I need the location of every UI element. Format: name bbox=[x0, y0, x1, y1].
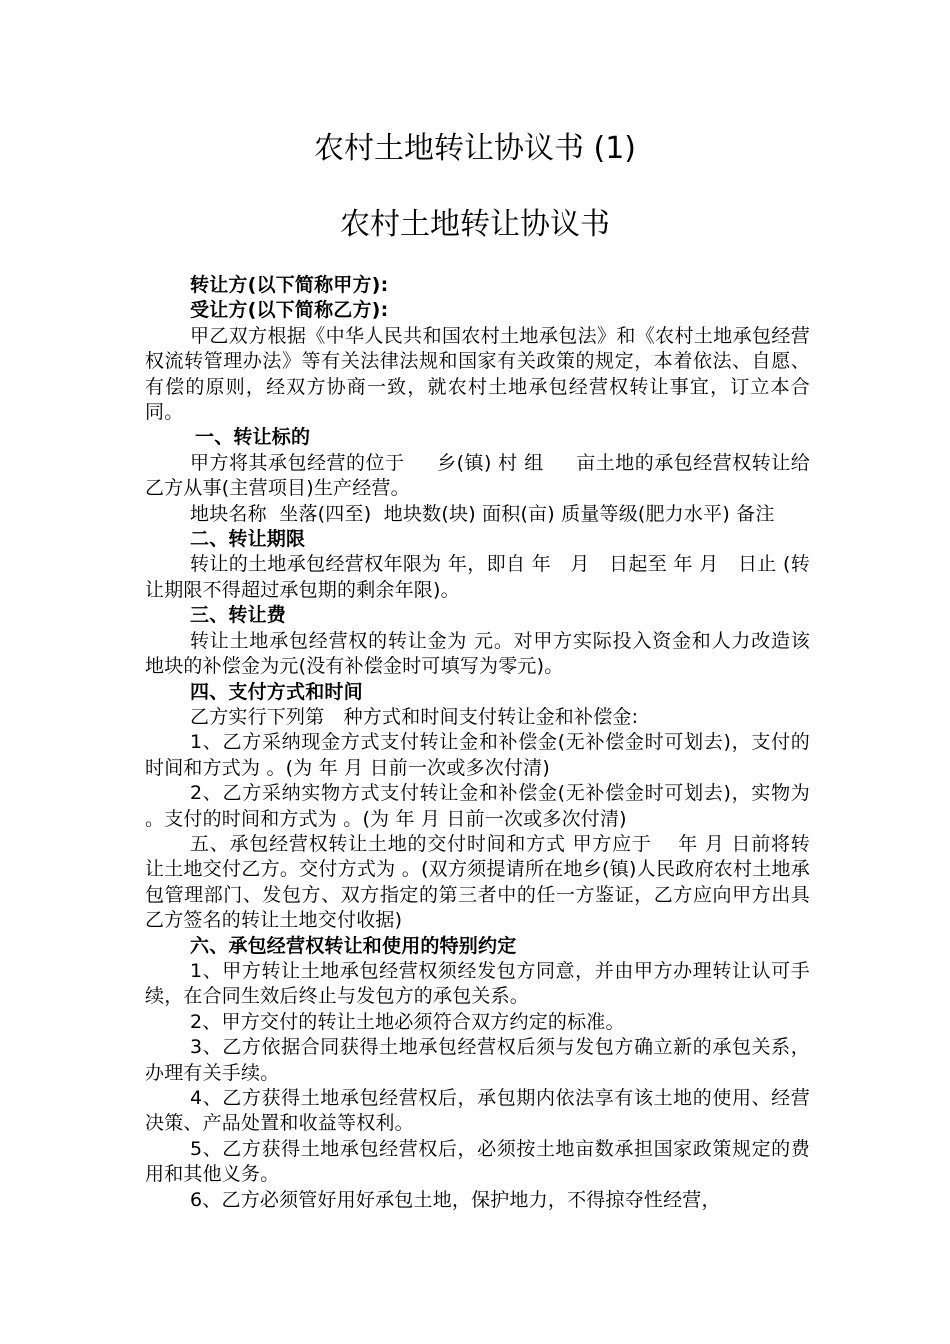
paragraph: 乙方实行下列第 种方式和时间支付转让金和补偿金: bbox=[190, 705, 639, 728]
document-body bbox=[145, 273, 817, 1213]
paragraph: 甲乙双方根据《中华人民共和国农村土地承包法》和《农村土地承包经营权流转管理办法》等有关法律法规和国家有关政策的规定，本着依法、自愿、有偿的原则，经双方协商一致，就农村土地承包经营权转让事宜，订立本合同。 bbox=[145, 324, 810, 424]
paragraph: 甲方将其承包经营的位于 乡(镇) 村 组 亩土地的承包经营权转让给乙方从事(主营项目)生产经营。 bbox=[145, 451, 810, 500]
paragraph: 1、甲方转让土地承包经营权须经发包方同意，并由甲方办理转让认可手续，在合同生效后终止与发包方的承包关系。 bbox=[145, 959, 810, 1008]
section-heading: 六、承包经营权转让和使用的特别约定 bbox=[190, 934, 517, 957]
section-heading: 受让方(以下简称乙方): bbox=[190, 299, 389, 322]
paragraph: 3、乙方依据合同获得土地承包经营权后须与发包方确立新的承包关系，办理有关手续。 bbox=[145, 1036, 810, 1084]
section-heading: 转让方(以下简称甲方): bbox=[190, 274, 389, 296]
paragraph: 五、承包经营权转让土地的交付时间和方式 甲方应于 年 月 日前将转让土地交付乙方。交付方式为 。(双方须提请所在地乡(镇)人民政府农村土地承包管理部门、发包方、双方指定的第三者中的任一方鉴证，乙方应向甲方出具乙方签名的转让土地交付收据) bbox=[145, 832, 810, 932]
paragraph: 2、乙方采纳实物方式支付转让金和补偿金(无补偿金时可划去)，实物为 。支付的时间和方式为 。(为 年 月 日前一次或多次付清) bbox=[145, 782, 817, 830]
section-heading: 四、支付方式和时间 bbox=[190, 680, 363, 703]
paragraph: 地块名称 坐落(四至) 地块数(块) 面积(亩) 质量等级(肥力水平) 备注 bbox=[190, 502, 775, 525]
page-title: 农村土地转让协议书 (1) bbox=[313, 131, 637, 166]
paragraph: 2、甲方交付的转让土地必须符合双方约定的标准。 bbox=[190, 1010, 625, 1033]
paragraph: 5、乙方获得土地承包经营权后，必须按土地亩数承担国家政策规定的费用和其他义务。 bbox=[145, 1137, 810, 1186]
section-heading: 一、转让标的 bbox=[195, 426, 311, 449]
section-heading: 二、转让期限 bbox=[190, 528, 306, 551]
section-heading: 三、转让费 bbox=[190, 604, 287, 627]
paragraph: 转让的土地承包经营权年限为 年，即自 年 月 日起至 年 月 日止 (转让期限不得超过承包期的剩余年限)。 bbox=[145, 553, 810, 601]
paragraph: 6、乙方必须管好用好承包土地，保护地力，不得掠夺性经营， bbox=[190, 1188, 721, 1211]
document-subtitle: 农村土地转让协议书 bbox=[340, 207, 610, 242]
paragraph: 转让土地承包经营权的转让金为 元。对甲方实际投入资金和人力改造该地块的补偿金为元(没有补偿金时可填写为零元)。 bbox=[145, 629, 810, 678]
paragraph: 4、乙方获得土地承包经营权后，承包期内依法享有该土地的使用、经营决策、产品处置和收益等权利。 bbox=[145, 1087, 810, 1135]
paragraph: 1、乙方采纳现金方式支付转让金和补偿金(无补偿金时可划去)，支付的时间和方式为 。(为 年 月 日前一次或多次付清) bbox=[145, 731, 810, 779]
